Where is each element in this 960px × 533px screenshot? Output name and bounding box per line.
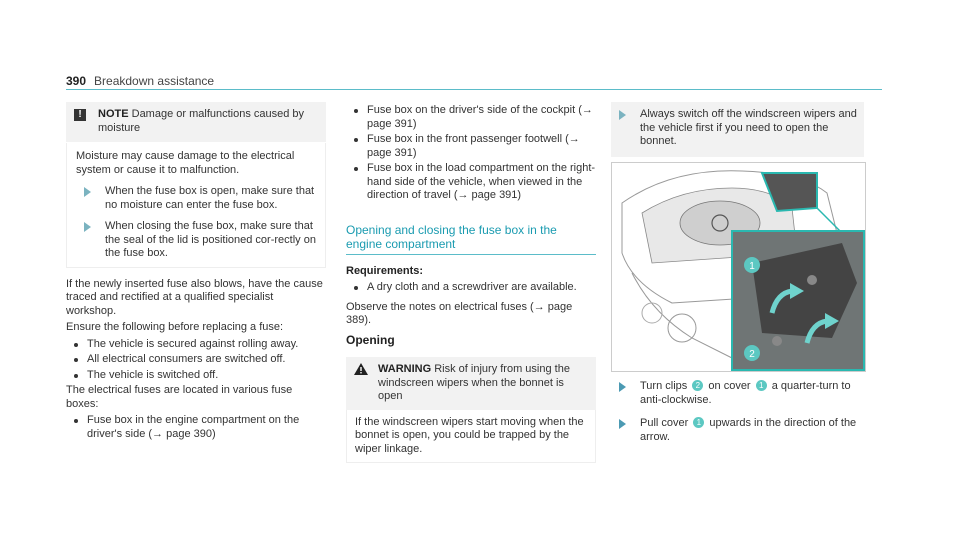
note-step: When closing the fuse box, make sure that the seal of the lid is positioned cor-rectly on the fuse box. xyxy=(76,220,316,261)
section-heading: Opening and closing the fuse box in the engine compartment xyxy=(346,223,596,255)
bullet-icon xyxy=(354,138,358,142)
engine-compartment-figure xyxy=(611,162,866,372)
wiper-step-box xyxy=(611,102,864,157)
list-item: Fuse box in the front passenger footwell (→ page 391) xyxy=(354,133,596,160)
list-item: The vehicle is secured against rolling away. xyxy=(74,338,326,352)
list-item: A dry cloth and a screwdriver are available. xyxy=(354,281,596,295)
bullet-icon xyxy=(354,167,358,171)
section-title: Breakdown assistance xyxy=(94,74,215,88)
page-header xyxy=(66,74,214,88)
wiper-step: Always switch off the windscreen wipers and the vehicle first if you need to open the bonnet. xyxy=(611,108,864,149)
note-header xyxy=(66,102,326,143)
instruction-step: Turn clips 2 on cover 1 a quarter-turn to anti-clockwise. xyxy=(611,380,864,407)
list-item: Fuse box on the driver's side of the cockpit (→ page 391) xyxy=(354,104,596,131)
list-item: The vehicle is switched off. xyxy=(74,369,326,383)
column-2 xyxy=(346,102,596,463)
step-arrow-icon xyxy=(619,419,626,429)
paragraph: Ensure the following before replacing a fuse: xyxy=(66,321,284,333)
bullet-icon xyxy=(74,343,78,347)
column-1 xyxy=(66,102,326,443)
page-number: 390 xyxy=(66,74,87,88)
header-rule xyxy=(66,89,882,90)
bullet-icon xyxy=(354,109,358,113)
paragraph: If the newly inserted fuse also blows, have the cause traced and rectified at a qualified specialist workshop. xyxy=(66,277,323,317)
note-title: Damage or malfunctions caused by moisture xyxy=(98,108,305,134)
step-arrow-icon xyxy=(619,110,626,120)
instruction-step: Pull cover 1 upwards in the direction of the arrow. xyxy=(611,417,864,444)
note-body xyxy=(66,143,326,268)
paragraph: The electrical fuses are located in various fuse boxes: xyxy=(66,384,293,410)
column-3 xyxy=(611,102,864,157)
svg-text:1: 1 xyxy=(749,261,755,272)
step-arrow-icon xyxy=(84,187,91,197)
warning-header xyxy=(346,357,596,410)
engine-illustration xyxy=(612,163,865,371)
warning-body: If the windscreen wipers start moving when the bonnet is open, you could be trapped by the wiper linkage. xyxy=(346,410,596,464)
bullet-icon xyxy=(354,286,358,290)
warning-title: Risk of injury from using the windscreen wipers when the bonnet is open xyxy=(378,363,570,402)
bullet-icon xyxy=(74,419,78,423)
callout-badge: 1 xyxy=(756,380,767,391)
callout-badge: 2 xyxy=(692,380,703,391)
step-arrow-icon xyxy=(619,382,626,392)
list-item: Fuse box in the engine compartment on the driver's side (→ page 390) xyxy=(74,414,326,441)
list-item: All electrical consumers are switched off. xyxy=(74,353,326,367)
step-arrow-icon xyxy=(84,222,91,232)
note-text: Moisture may cause damage to the electrical system or cause it to malfunction. xyxy=(76,150,295,176)
warning-icon xyxy=(354,363,368,375)
list-item: Fuse box in the load compartment on the right-hand side of the vehicle, when viewed in the direction of travel (→ page 391) xyxy=(354,162,596,203)
note-step: When the fuse box is open, make sure that no moisture can enter the fuse box. xyxy=(76,185,316,212)
paragraph: Observe the notes on electrical fuses (→ page 389). xyxy=(346,300,573,326)
note-box xyxy=(66,102,326,143)
opening-label: Opening xyxy=(346,332,395,347)
warning-label: WARNING xyxy=(378,363,432,375)
requirements-label: Requirements: xyxy=(346,264,424,277)
exclamation-icon: ! xyxy=(74,109,86,121)
warning-box xyxy=(346,357,596,463)
instruction-steps xyxy=(611,380,864,454)
bullet-icon xyxy=(74,374,78,378)
note-label: NOTE xyxy=(98,108,129,120)
bullet-icon xyxy=(74,358,78,362)
svg-text:2: 2 xyxy=(749,349,755,360)
callout-badge: 1 xyxy=(693,417,704,428)
